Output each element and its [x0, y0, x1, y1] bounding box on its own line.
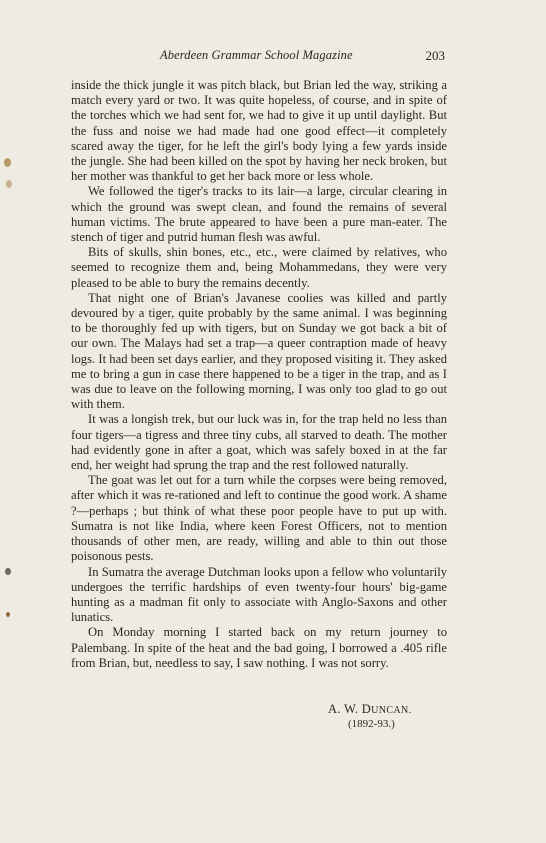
author-signature: [328, 702, 412, 717]
paragraph-4: That night one of Brian's Javanese coolies was killed and partly devoured by a tiger, quite probably by the same animal. I was beginning to be thoroughly fed up with tigers, but on Sunday we got back a bit of our own. The Malays had set a trap—a queer contraption made of heavy logs. It had been set days earlier, and they proposed visiting it. They asked me to bring a gun in case there happened to be a tiger in the trap, and as I was due to leave on the following morning, I was only too glad to go out with them.: [71, 290, 447, 412]
paper-blemish: [4, 158, 11, 167]
paper-blemish: [6, 612, 10, 617]
article-body: [71, 78, 447, 671]
paper-blemish: [5, 568, 11, 575]
magazine-title: Aberdeen Grammar School Magazine: [160, 48, 353, 62]
paper-blemish: [6, 180, 12, 188]
paragraph-2: We followed the tiger's tracks to its lair—a large, circular clearing in which the ground was swept clean, and found the remains of several human victims. The brute appeared to have been a pure man-eater. The stench of tiger and putrid human flesh was awful.: [71, 184, 447, 245]
running-header: [70, 48, 445, 68]
paragraph-6: The goat was let out for a turn while the corpses were being removed, after which it was re-rationed and left to continue the good work. A shame ?—perhaps ; but think of what these poor people have to put up with. Sumatra is not like India, where keen Forest Officers, not to mention thousands of other men, are ready, willing and able to thin out those poisonous pests.: [71, 473, 447, 564]
paragraph-5: It was a longish trek, but our luck was in, for the trap held no less than four tigers—a tigress and three tiny cubs, all starved to death. The mother had evidently gone in after a goat, which was safely boxed in at the far end, her weight had sprung the trap and the rest followed naturally.: [71, 412, 447, 473]
paragraph-8: On Monday morning I started back on my return journey to Palembang. In spite of the heat and the bad going, I borrowed a .405 rifle from Brian, but, needless to say, I saw nothing. I was not sorry.: [71, 625, 447, 670]
paragraph-7: In Sumatra the average Dutchman looks upon a fellow who voluntarily undergoes the terrific hardships of even twenty-four hours' big-game hunting as a madman fit only to associate with Anglo-Saxons and other lunatics.: [71, 564, 447, 625]
paragraph-1: inside the thick jungle it was pitch black, but Brian led the way, striking a match every yard or two. It was quite hopeless, of course, and in spite of the torches which we had sent for, we had to give it up until daylight. But the fuss and noise we had made had one good effect—it completely scared away the tiger, for he left the girl's body lying a few yards inside the jungle. She had been killed on the spot by having her neck broken, but her mother was thankful to get her back more or less whole.: [71, 78, 447, 184]
author-surname: UNCAN.: [371, 705, 412, 716]
author-initials: A. W. D: [328, 702, 372, 716]
page-number: 203: [425, 48, 445, 63]
paragraph-3: Bits of skulls, shin bones, etc., etc., were claimed by relatives, who seemed to recognize them and, being Mohammedans, they were very pleased to be able to bury the remains decently.: [71, 245, 447, 290]
author-years: (1892-93.): [348, 718, 395, 730]
